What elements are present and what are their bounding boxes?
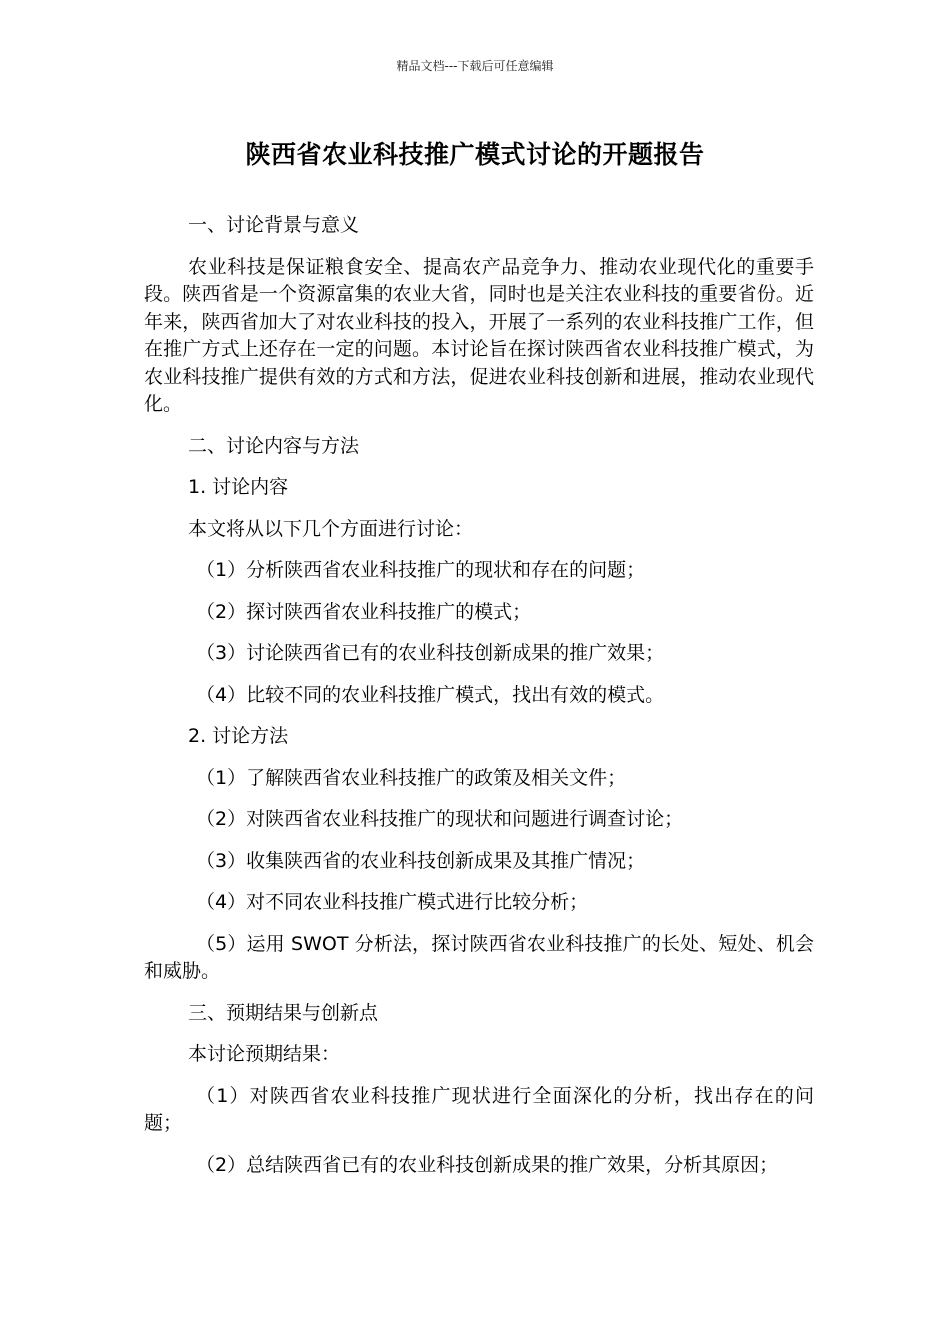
content-item: （3）讨论陕西省已有的农业科技创新成果的推广效果； xyxy=(196,642,665,664)
method-item: （1）了解陕西省农业科技推广的政策及相关文件； xyxy=(196,766,627,789)
paragraph-background: 农业科技是保证粮食安全、提高农产品竞争力、推动农业现代化的重要手段。陕西省是一个资源富集的农业大省，同时也是关注农业科技的重要省份。近年来，陕西省加大了对农业科技的投入，开展了一系列的农业科技推广工作，但在推广方式上还存在一定的问题。本讨论旨在探讨陕西省农业科技推广模式，为农业科技推广提供有效的方式和方法，促进农业科技创新和进展，推动农业现代化。 xyxy=(144,255,814,415)
result-item: （2）总结陕西省已有的农业科技创新成果的推广效果，分析其原因； xyxy=(196,1153,779,1176)
method-item: （4）对不同农业科技推广模式进行比较分析； xyxy=(196,891,589,913)
content-item: （4）比较不同的农业科技推广模式，找出有效的模式。 xyxy=(196,683,665,706)
method-item: （2）对陕西省农业科技推广的现状和问题进行调查讨论； xyxy=(196,808,684,830)
header-note: 精品文档---下载后可任意编辑 xyxy=(396,59,554,73)
method-item: （5）运用 SWOT 分析法，探讨陕西省农业科技推广的长处、短处、机会和威胁。 xyxy=(144,932,814,982)
document-body xyxy=(144,212,814,1193)
method-item: （3）收集陕西省的农业科技创新成果及其推广情况； xyxy=(196,849,646,872)
content-item: （2）探讨陕西省农业科技推广的模式； xyxy=(196,600,532,623)
subheading-content: 1. 讨论内容 xyxy=(188,476,289,498)
result-item: （1）对陕西省农业科技推广现状进行全面深化的分析，找出存在的问题； xyxy=(144,1084,814,1134)
document-title: 陕西省农业科技推广模式讨论的开题报告 xyxy=(245,140,705,169)
section-heading-content-method: 二、讨论内容与方法 xyxy=(188,434,360,457)
subheading-method: 2. 讨论方法 xyxy=(188,725,289,747)
content-item: （1）分析陕西省农业科技推广的现状和存在的问题； xyxy=(196,559,646,581)
section-heading-results: 三、预期结果与创新点 xyxy=(188,1001,379,1024)
content-intro: 本文将从以下几个方面进行讨论： xyxy=(188,517,474,540)
results-intro: 本讨论预期结果： xyxy=(188,1043,341,1065)
section-heading-background: 一、讨论背景与意义 xyxy=(188,214,360,236)
